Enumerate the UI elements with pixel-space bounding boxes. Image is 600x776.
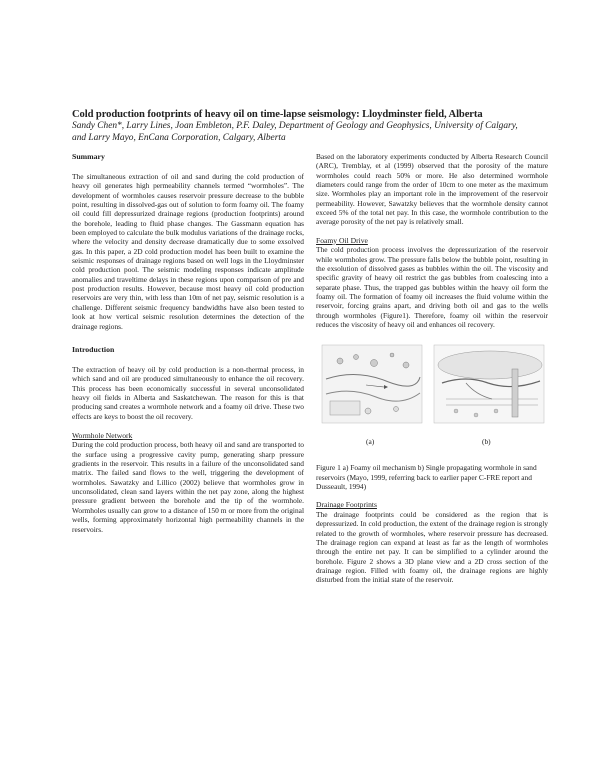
introduction-heading: Introduction — [72, 344, 115, 354]
lab-paragraph: Based on the laboratory experiments conducted by Alberta Research Council (ARC), Tremblay, et al (1999) observed that the porosity of the mature wormholes could reach 50% or more. He also determined wormhole diameters could range from the order of 10cm to one meter as the maximum size. Wormholes play an important role in the improvement of the reservoir permeability. However, Sawatzky believes that the wormhole density cannot exceed 5% of the total net pay. In this case, the wormhole contribution to the average porosity of the net pay is relatively small. — [316, 152, 548, 227]
drainage-footprints-text: The drainage footprints could be considered as the region that is depressurized. In cold production, the extent of the drainage region is strongly related to the growth of wormholes, where reservoir pressure has decreased. The drainage region can expand at least as far as the length of wormholes through the entire net pay. It can be simplified to a cylinder around the borehole. Figure 2 shows a 3D plane view and a 2D cross section of the drainage region. Filled with foamy oil, the drainage regions are highly disturbed from the initial state of the reservoir. — [316, 509, 548, 585]
figure-1-caption: Figure 1 a) Foamy oil mechanism b) Single propagating wormhole in sand reservoirs (Mayo, 1999, referring back to earlier paper C-FRE report and Dusseault, 1994) — [316, 463, 537, 492]
author-list: Sandy Chen*, Larry Lines, Joan Embleton, P.F. Daley, Department of Geology and Geophysics, University of Calgary, and Larry Mayo, EnCana Corporation, Calgary, Alberta — [72, 121, 518, 143]
figure-1-illustration — [316, 339, 548, 449]
foamy-oil-text: The cold production process involves the depressurization of the reservoir while wormholes grow. The pressure falls below the bubble point, resulting in the exsolution of dissolved gases as bubbles within the oil. The viscosity and specific gravity of heavy oil restrict the gas bubbles from coalescing into a separate phase. Thus, the trapped gas bubbles within the heavy oil form the foamy oil. The formation of foamy oil increases the fluid volume within the reservoir, forcing grains apart, and driving both oil and gas to the wells through wormholes (Figure1). Therefore, foamy oil within the reservoir reduces the viscosity of heavy oil and enhances oil recovery. — [316, 245, 548, 329]
wormhole-network-text: During the cold production process, both heavy oil and sand are transported to the surface using a progressive cavity pump, generating sharp pressure gradients in the reservoir. This results in a failure of the unconsolidated sand matrix. The failed sand flows to the well, triggering the development of wormholes. Sawatzky and Lillico (2002) believe that wormholes grow in unconsolidated, clean sand layers within the net pay zone, along the highest pressure gradient between the borehole and the tip of the wormhole. Wormholes usually can grow to a distance of 150 m or more from the original wells, forming approximately horizontal high permeability channels in the reservoirs. — [72, 440, 304, 534]
summary-text: The simultaneous extraction of oil and sand during the cold production of heavy oil generates high permeability channels termed “wormholes”. The development of wormholes causes reservoir pressure decrease to the bubble point, resulting in dissolved-gas out of solution to form foamy oil. The foamy oil could fill depressurized drainage regions (production footprints) around the borehole, leading to fluid phase changes. The Gassmann equation has been employed to calculate the bulk modulus variations of the drainage rocks, where the velocity and density decrease dramatically due to some exsolved gas. In this paper, a 2D cold production model has been built to examine the seismic responses of drainage regions based on well logs in the Lloydminster cold production pool. The seismic modeling responses indicate amplitude anomalies and traveltime delays in these regions upon comparison of pre and post production results. However, because most heavy oil cold production reservoirs are very thin, with less than 10m of net pay, seismic resolution is a challenge. Different seismic frequency bandwidths have also been tested to look at how vertical seismic resolution determines the detection of the drainage regions. — [72, 172, 304, 331]
figure-1a-label: (a) — [366, 437, 375, 447]
wormhole-sketch — [434, 345, 544, 423]
left-column — [72, 152, 304, 544]
introduction-text: The extraction of heavy oil by cold production is a non-thermal process, in which sand and oil are produced simultaneously to enhance the oil recovery. This process has been economically successful in several unconsolidated heavy oil fields in Alberta and Saskatchewan. The reason for this is that producing sand creates a wormhole network and a foamy oil drive. These two effects are keys to boost the oil recovery. — [72, 364, 304, 421]
foamy-oil-mechanism-sketch — [322, 345, 422, 423]
figure-1b-label: (b) — [482, 437, 491, 447]
summary-heading: Summary — [72, 152, 105, 161]
figure-1 — [316, 339, 548, 459]
foamy-oil-heading: Foamy Oil Drive — [316, 235, 368, 245]
wormhole-network-heading: Wormhole Network — [72, 430, 133, 440]
right-column — [316, 152, 548, 595]
paper-title: Cold production footprints of heavy oil on time-lapse seismology: Lloydminster field, Alberta — [72, 109, 483, 120]
drainage-footprints-heading: Drainage Footprints — [316, 500, 377, 510]
